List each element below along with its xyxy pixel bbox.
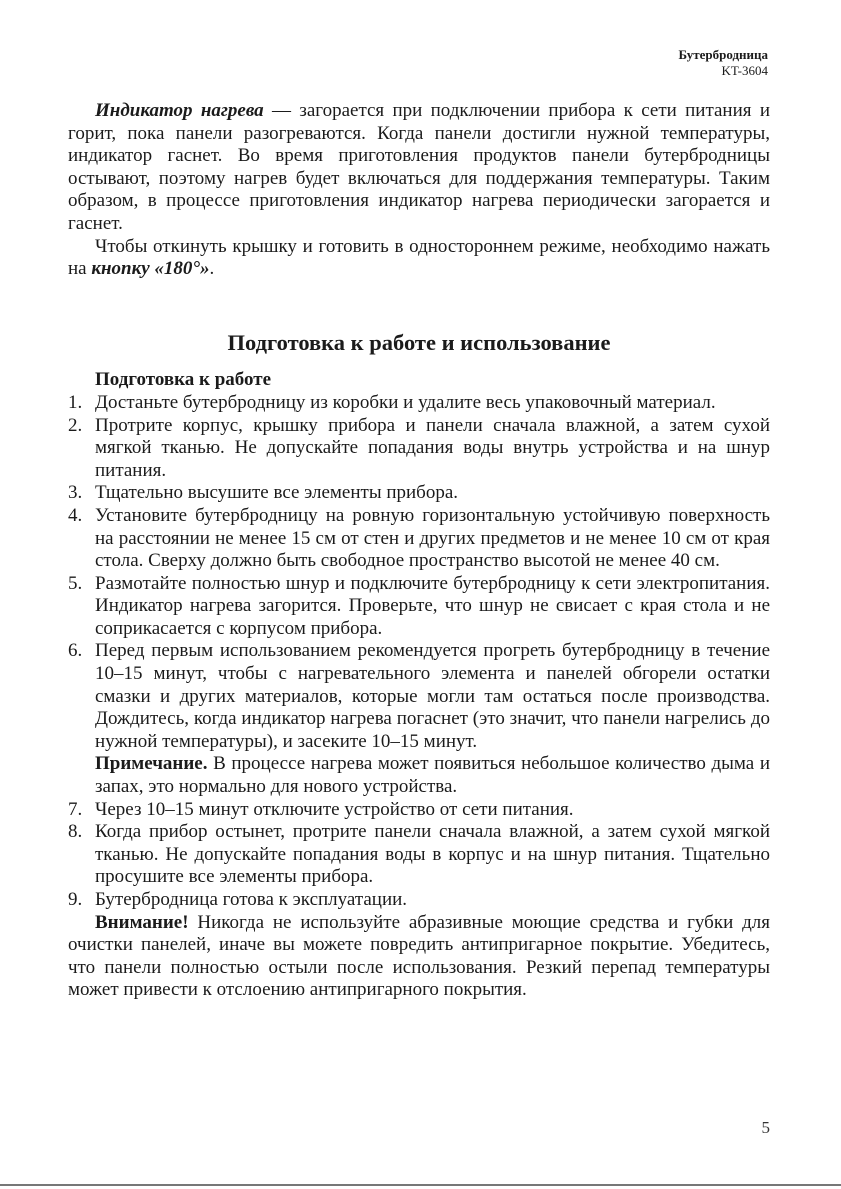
step-text: Перед первым использованием рекомендуется прогреть бутербродницу в течение 10–15 минут, чтобы с нагревательного элемента и панелей обгорели остатки смазки и других материалов, которые могли там остаться после производства. Дождитесь, когда индикатор нагрева погаснет (это значит, что панели нагрелись до нужной температуры), и засеките 10–15 минут. <box>95 640 770 752</box>
indicator-term: Индикатор нагрева <box>95 100 264 121</box>
list-item <box>68 799 770 822</box>
list-item <box>68 889 770 912</box>
step-text-with-note <box>95 640 770 798</box>
list-item <box>68 821 770 889</box>
intro-paragraph-indicator <box>68 100 770 236</box>
list-item <box>68 505 770 573</box>
step-number: 2. <box>68 414 83 436</box>
section-title: Подготовка к работе и использование <box>227 329 611 355</box>
page-bottom-border <box>0 1184 841 1186</box>
list-item <box>68 640 770 798</box>
list-item <box>68 392 770 415</box>
note-text: В процессе нагрева может появиться небольшое количество дыма и запах, это нормально для нового устройства. <box>95 753 770 798</box>
step-text: Когда прибор остынет, протрите панели сначала влажной, а затем сухой мягкой тканью. Не допускайте попадания воды в корпус и на шнур питания. Тщательно просушите все элементы прибора. <box>95 821 770 888</box>
header-product-title: Бутербродница <box>678 47 768 62</box>
lid-instruction-end: . <box>209 258 215 280</box>
page-content <box>68 100 770 1002</box>
step-text: Установите бутербродницу на ровную горизонтальную устойчивую поверхность на расстоянии не менее 15 см от стен и других предметов и не менее 10 см от края стола. Сверху должно быть свободное пространство высотой не менее 40 см. <box>95 504 770 572</box>
button-180-term: кнопку «180°» <box>91 258 210 280</box>
warning-text: Никогда не используйте абразивные моющие средства и губки для очистки панелей, иначе вы можете повредить антипригарное покрытие. Убедитесь, что панели полностью остыли после использования. Резкий перепад температуры может привести к отслоению антипригарного покрытия. <box>68 911 770 1001</box>
list-item <box>68 415 770 483</box>
step-number: 3. <box>68 482 83 504</box>
intro-paragraph-lid <box>68 236 770 281</box>
list-item <box>68 573 770 641</box>
list-item <box>68 482 770 505</box>
step-number: 4. <box>68 504 83 526</box>
warning-paragraph <box>68 912 770 1002</box>
lid-instruction-text: Чтобы откинуть крышку и готовить в одностороннем режиме, необходимо нажать на <box>68 235 770 280</box>
step-text: Размотайте полностью шнур и подключите бутербродницу к сети электропитания. Индикатор нагрева загорится. Проверьте, что шнур не свисает с края стола и не соприкасается с корпусом прибора. <box>95 572 770 639</box>
step-text: Достаньте бутербродницу из коробки и удалите весь упаковочный материал. <box>95 391 716 413</box>
step-number: 7. <box>68 798 83 820</box>
note-label: Примечание. <box>95 753 208 775</box>
preparation-steps-list <box>68 392 770 912</box>
page-header <box>678 47 768 79</box>
step-number: 6. <box>68 640 83 662</box>
header-model-number: KT-3604 <box>721 63 768 78</box>
step-text: Тщательно высушите все элементы прибора. <box>95 482 459 504</box>
warning-label: Внимание! <box>95 911 189 933</box>
step-text: Через 10–15 минут отключите устройство от сети питания. <box>95 798 574 820</box>
step-number: 5. <box>68 572 83 594</box>
step-number: 9. <box>68 889 83 910</box>
step-number: 1. <box>68 391 83 413</box>
indicator-description: — загорается при подключении прибора к сети питания и горит, пока панели разогреваются. Когда панели достигли нужной температуры, индикатор гаснет. Во время приготовления продуктов панели бутербродницы остывают, поэтому нагрев будет включаться для поддержания температуры. Таким образом, в процессе приготовления индикатор нагрева периодически загорается и гаснет. <box>68 100 770 234</box>
note-block <box>95 753 770 797</box>
subsection-title: Подготовка к работе <box>95 369 272 391</box>
step-text: Протрите корпус, крышку прибора и панели сначала влажной, а затем сухой мягкой тканью. Не допускайте попадания воды внутрь устройства и на шнур питания. <box>95 414 770 481</box>
step-text: Бутербродница готова к эксплуатации. <box>95 889 408 910</box>
step-number: 8. <box>68 821 83 843</box>
page-number: 5 <box>761 1118 770 1137</box>
